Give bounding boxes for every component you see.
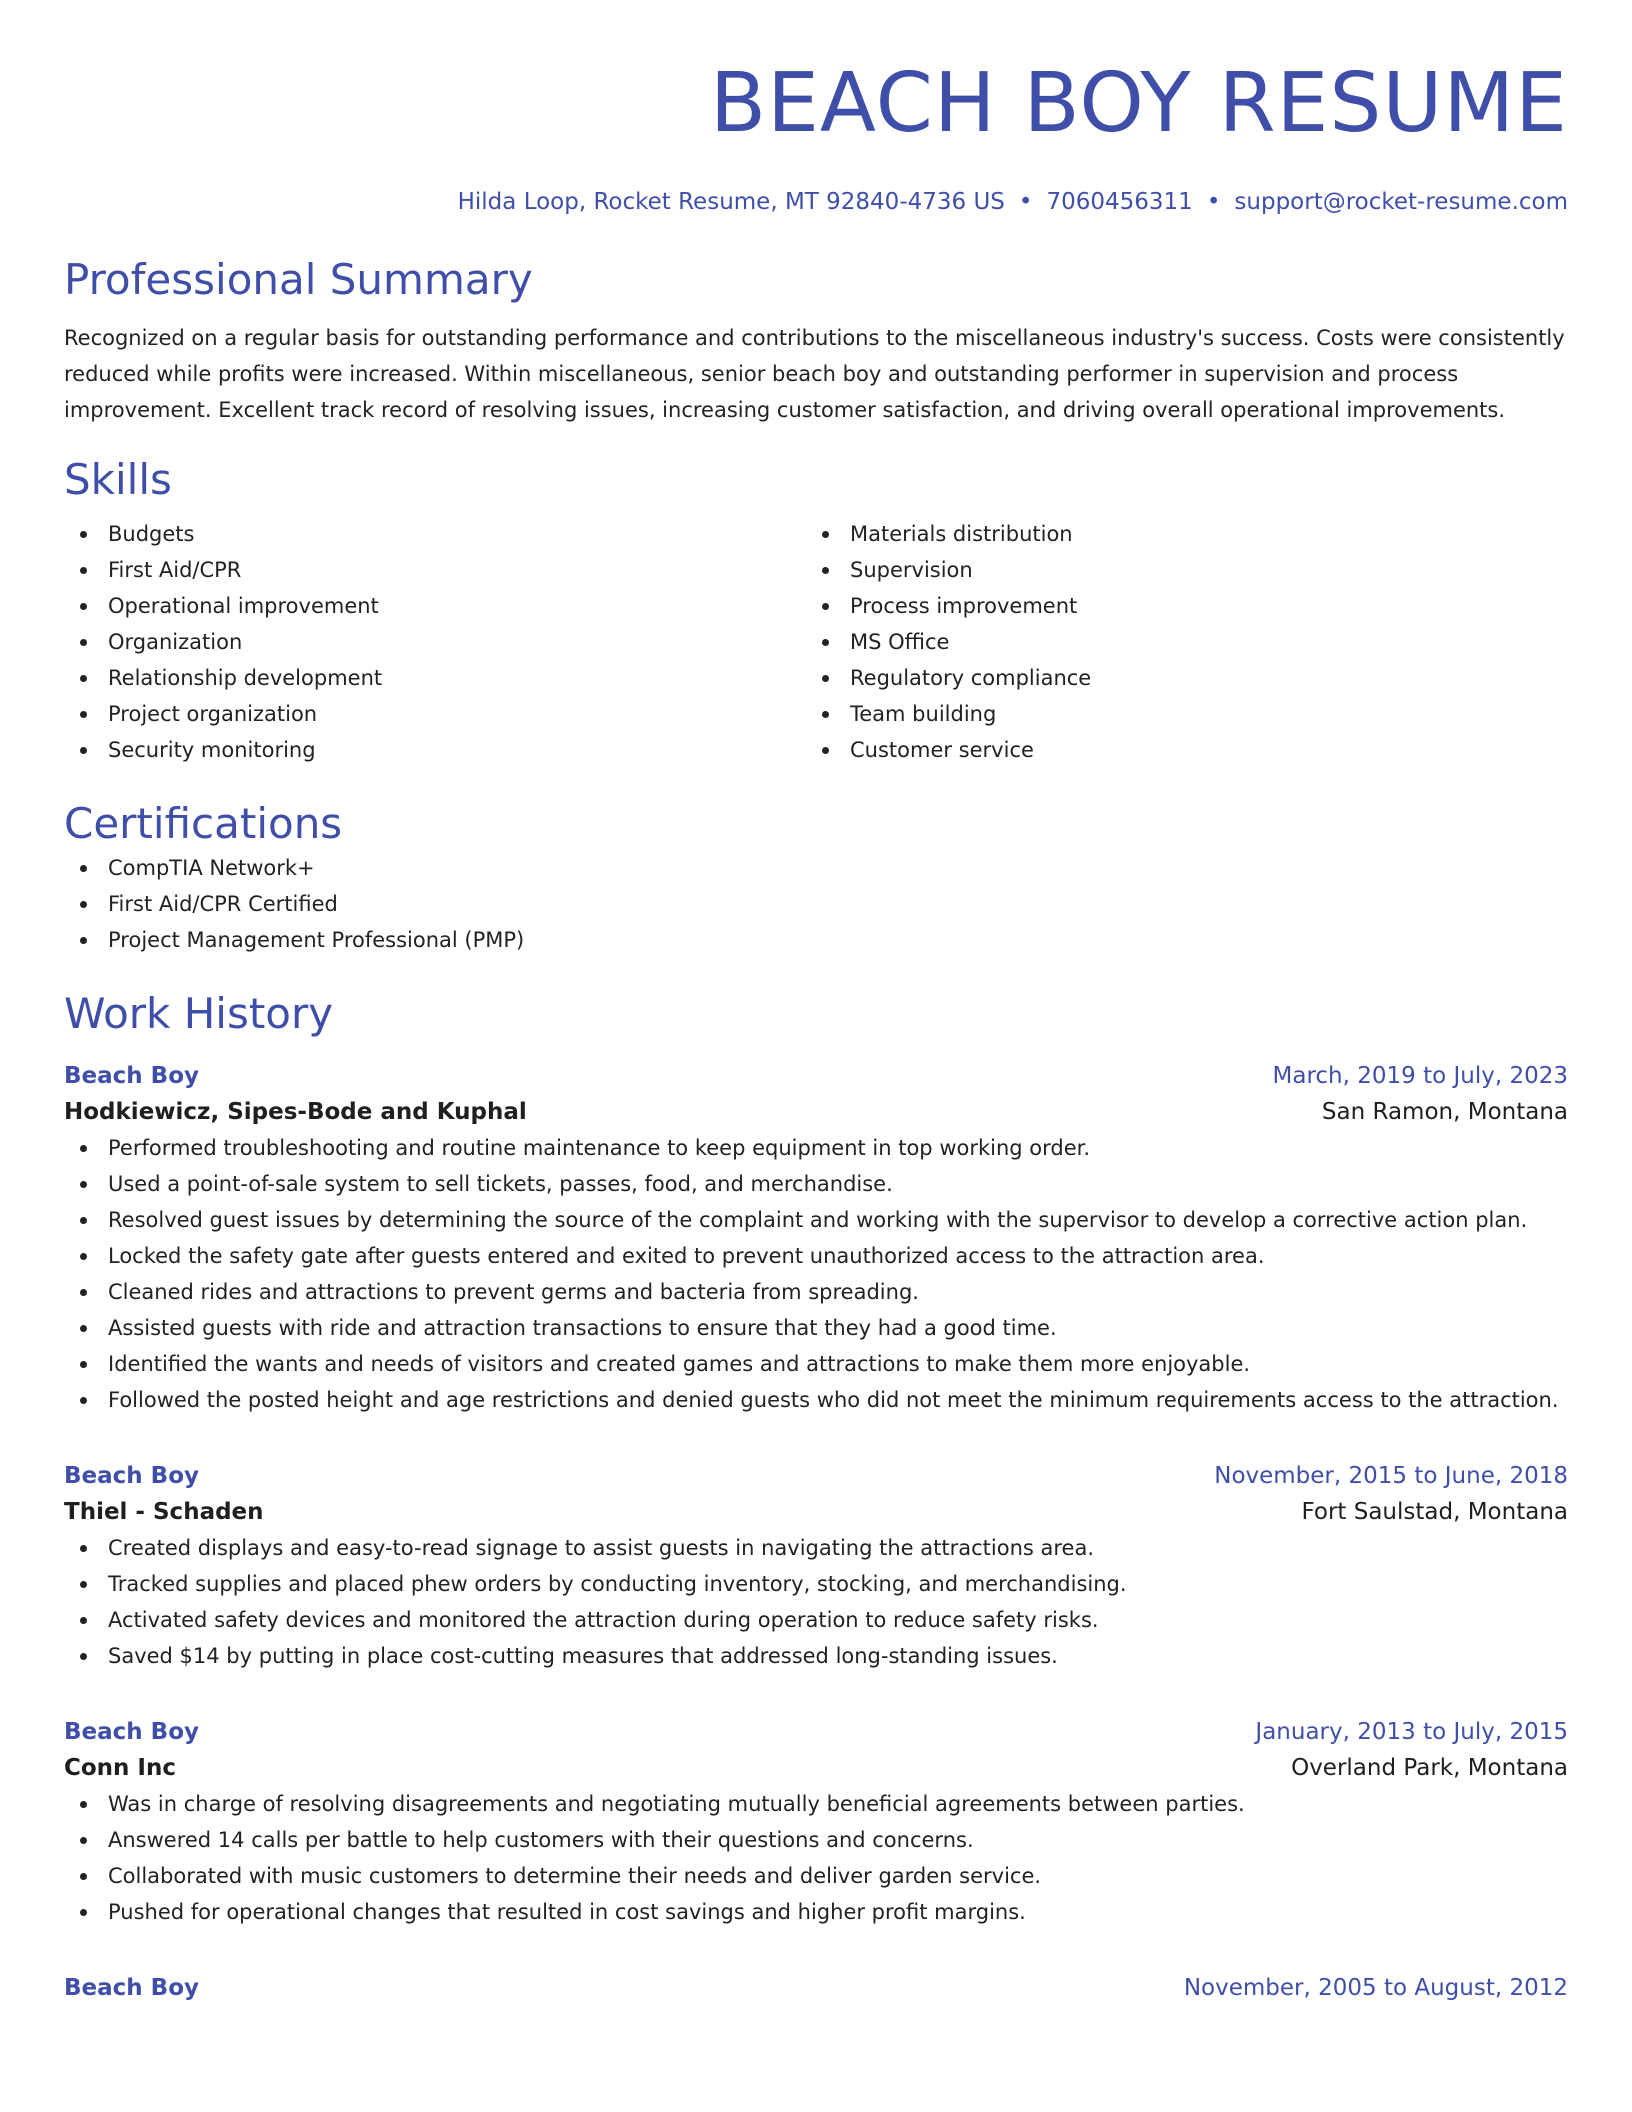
work-history-heading: Work History [64, 989, 334, 1038]
skill-item: Project organization [64, 696, 806, 732]
job-title: Beach Boy [64, 1975, 199, 2001]
job-bullets [64, 1786, 1568, 1930]
skill-item: Security monitoring [64, 732, 806, 768]
certifications-list [64, 850, 1568, 958]
job-header-row [64, 1058, 1568, 1094]
job-company-row [64, 1494, 1568, 1530]
job-dates: March, 2019 to July, 2023 [1272, 1063, 1568, 1089]
contact-email[interactable]: support@rocket-resume.com [1234, 189, 1568, 215]
job-bullet: Identified the wants and needs of visitors and created games and attractions to make them more enjoyable. [64, 1346, 1568, 1382]
job-entry [64, 1714, 1568, 1930]
skill-item: Relationship development [64, 660, 806, 696]
job-company: Conn Inc [64, 1755, 177, 1781]
summary-heading: Professional Summary [64, 255, 533, 304]
job-location: Overland Park, Montana [1291, 1755, 1568, 1781]
job-bullet: Activated safety devices and monitored the attraction during operation to reduce safety risks. [64, 1602, 1568, 1638]
job-bullet: Resolved guest issues by determining the source of the complaint and working with the supervisor to develop a corrective action plan. [64, 1202, 1568, 1238]
skills-grid [64, 516, 1568, 768]
job-dates: November, 2005 to August, 2012 [1183, 1975, 1568, 2001]
contact-line [64, 186, 1568, 218]
job-bullet: Answered 14 calls per battle to help customers with their questions and concerns. [64, 1822, 1568, 1858]
skill-item: Process improvement [806, 588, 1548, 624]
job-bullet: Used a point-of-sale system to sell tickets, passes, food, and merchandise. [64, 1166, 1568, 1202]
skills-right-column [806, 516, 1548, 768]
skills-left-column [64, 516, 806, 768]
certification-item: First Aid/CPR Certified [64, 886, 1568, 922]
job-bullets [64, 1130, 1568, 1418]
job-header-row [64, 1714, 1568, 1750]
summary-text: Recognized on a regular basis for outstanding performance and contributions to the miscellaneous industry's success. Costs were consistently reduced while profits were increased. Within miscellaneous, senior beach boy and outstanding performer in supervision and process improvement. Excellent track record of resolving issues, increasing customer satisfaction, and driving overall operational improvements. [64, 326, 1565, 422]
job-company: Hodkiewicz, Sipes-Bode and Kuphal [64, 1099, 527, 1125]
job-bullet: Pushed for operational changes that resulted in cost savings and higher profit margins. [64, 1894, 1568, 1930]
contact-separator: • [1018, 189, 1033, 215]
job-entry [64, 1058, 1568, 1418]
job-bullet: Created displays and easy-to-read signage to assist guests in navigating the attractions area. [64, 1530, 1568, 1566]
job-title: Beach Boy [64, 1463, 199, 1489]
job-bullet: Cleaned rides and attractions to prevent germs and bacteria from spreading. [64, 1274, 1568, 1310]
job-dates: January, 2013 to July, 2015 [1255, 1719, 1568, 1745]
job-company-row [64, 1750, 1568, 1786]
skill-item: Team building [806, 696, 1548, 732]
skill-item: Budgets [64, 516, 806, 552]
job-bullet: Saved $14 by putting in place cost-cutting measures that addressed long-standing issues. [64, 1638, 1568, 1674]
job-company-row [64, 1094, 1568, 1130]
job-dates: November, 2015 to June, 2018 [1214, 1463, 1568, 1489]
resume-name: BEACH BOY RESUME [709, 56, 1568, 151]
job-bullets [64, 1530, 1568, 1674]
skills-heading: Skills [64, 455, 172, 504]
skill-item: Supervision [806, 552, 1548, 588]
skill-item: MS Office [806, 624, 1548, 660]
job-entry [64, 1970, 1568, 2006]
job-bullet: Assisted guests with ride and attraction transactions to ensure that they had a good time. [64, 1310, 1568, 1346]
skill-item: Customer service [806, 732, 1548, 768]
contact-phone: 7060456311 [1046, 189, 1193, 215]
job-bullet: Tracked supplies and placed phew orders by conducting inventory, stocking, and merchandising. [64, 1566, 1568, 1602]
job-bullet: Locked the safety gate after guests entered and exited to prevent unauthorized access to the attraction area. [64, 1238, 1568, 1274]
contact-address: Hilda Loop, Rocket Resume, MT 92840-4736 US [457, 189, 1005, 215]
skill-item: First Aid/CPR [64, 552, 806, 588]
job-bullet: Was in charge of resolving disagreements and negotiating mutually beneficial agreements between parties. [64, 1786, 1568, 1822]
job-bullet: Followed the posted height and age restrictions and denied guests who did not meet the minimum requirements access to the attraction. [64, 1382, 1568, 1418]
certifications-heading: Certifications [64, 799, 343, 848]
job-title: Beach Boy [64, 1063, 199, 1089]
resume-page [64, 0, 1568, 2006]
job-bullet: Collaborated with music customers to determine their needs and deliver garden service. [64, 1858, 1568, 1894]
skill-item: Operational improvement [64, 588, 806, 624]
contact-separator: • [1206, 189, 1221, 215]
job-header-row [64, 1970, 1568, 2006]
skill-item: Organization [64, 624, 806, 660]
job-company: Thiel - Schaden [64, 1499, 264, 1525]
job-location: Fort Saulstad, Montana [1301, 1499, 1568, 1525]
job-title: Beach Boy [64, 1719, 199, 1745]
skill-item: Regulatory compliance [806, 660, 1548, 696]
certification-item: Project Management Professional (PMP) [64, 922, 1568, 958]
job-entry [64, 1458, 1568, 1674]
job-location: San Ramon, Montana [1321, 1099, 1568, 1125]
job-header-row [64, 1458, 1568, 1494]
certification-item: CompTIA Network+ [64, 850, 1568, 886]
job-bullet: Performed troubleshooting and routine maintenance to keep equipment in top working order. [64, 1130, 1568, 1166]
skill-item: Materials distribution [806, 516, 1548, 552]
